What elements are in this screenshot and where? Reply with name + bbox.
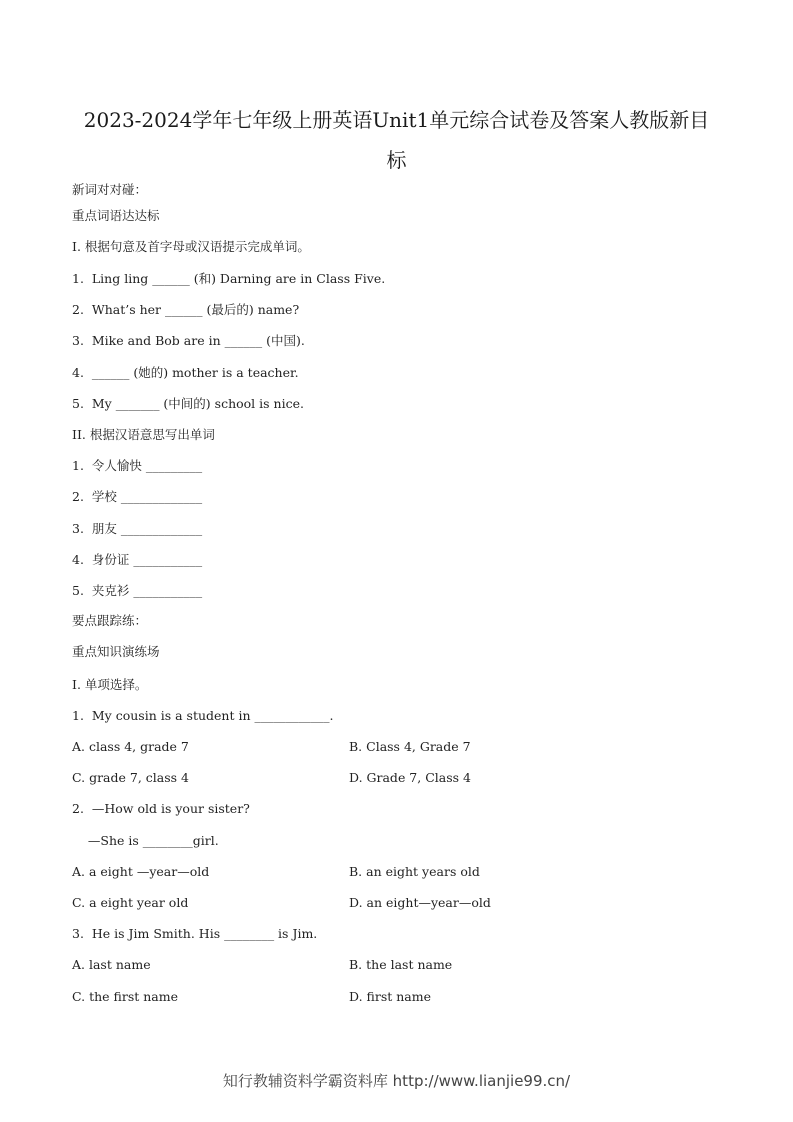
section-heading: 新词对对碰： xyxy=(72,182,148,197)
question-line: 5. 夹克衫 ___________ xyxy=(72,583,203,598)
option-b: B. an eight years old xyxy=(349,864,480,879)
option-d: D. Grade 7, Class 4 xyxy=(349,770,471,785)
option-c: C. a eight year old xyxy=(72,895,189,910)
question-line: 2. —How old is your sister? xyxy=(72,801,250,816)
question-line: 3. Mike and Bob are in ______ (中国). xyxy=(72,333,305,348)
title-line-2: 标 xyxy=(386,148,407,172)
question-line: 2. 学校 _____________ xyxy=(72,489,203,504)
question-line: 3. 朋友 _____________ xyxy=(72,521,203,536)
question-line: 1. Ling ling ______ (和) Darning are in Class Five. xyxy=(72,271,386,286)
part-heading: II. 根据汉语意思写出单词 xyxy=(72,427,215,442)
option-c: C. the first name xyxy=(72,989,178,1004)
section-heading: 要点跟踪练： xyxy=(72,613,148,628)
question-line: 4. ______ (她的) mother is a teacher. xyxy=(72,365,299,380)
option-b: B. Class 4, Grade 7 xyxy=(349,739,471,754)
option-b: B. the last name xyxy=(349,957,453,972)
question-line: 1. 令人愉快 _________ xyxy=(72,458,203,473)
page-title xyxy=(60,100,733,180)
title-line-1: 2023-2024学年七年级上册英语Unit1单元综合试卷及答案人教版新目 xyxy=(83,108,710,132)
question-line: 1. My cousin is a student in ____________. xyxy=(72,708,334,723)
question-line: 3. He is Jim Smith. His ________ is Jim. xyxy=(72,926,318,941)
section-subheading: 重点词语达达标 xyxy=(72,208,160,223)
footer-watermark: 知行教辅资料学霸资料库 http://www.lianjie99.cn/ xyxy=(222,1072,571,1090)
part-heading: I. 单项选择。 xyxy=(72,677,148,692)
part-heading: I. 根据句意及首字母或汉语提示完成单词。 xyxy=(72,239,310,254)
option-c: C. grade 7, class 4 xyxy=(72,770,189,785)
option-a: A. class 4, grade 7 xyxy=(72,739,189,754)
question-line: —She is ________girl. xyxy=(72,833,219,848)
question-line: 2. What’s her ______ (最后的) name? xyxy=(72,302,300,317)
option-a: A. last name xyxy=(72,957,151,972)
option-d: D. an eight—year—old xyxy=(349,895,491,910)
option-d: D. first name xyxy=(349,989,432,1004)
question-line: 5. My _______ (中间的) school is nice. xyxy=(72,396,304,411)
section-subheading: 重点知识演练场 xyxy=(72,644,160,659)
option-a: A. a eight —year—old xyxy=(72,864,210,879)
question-line: 4. 身份证 ___________ xyxy=(72,552,203,567)
